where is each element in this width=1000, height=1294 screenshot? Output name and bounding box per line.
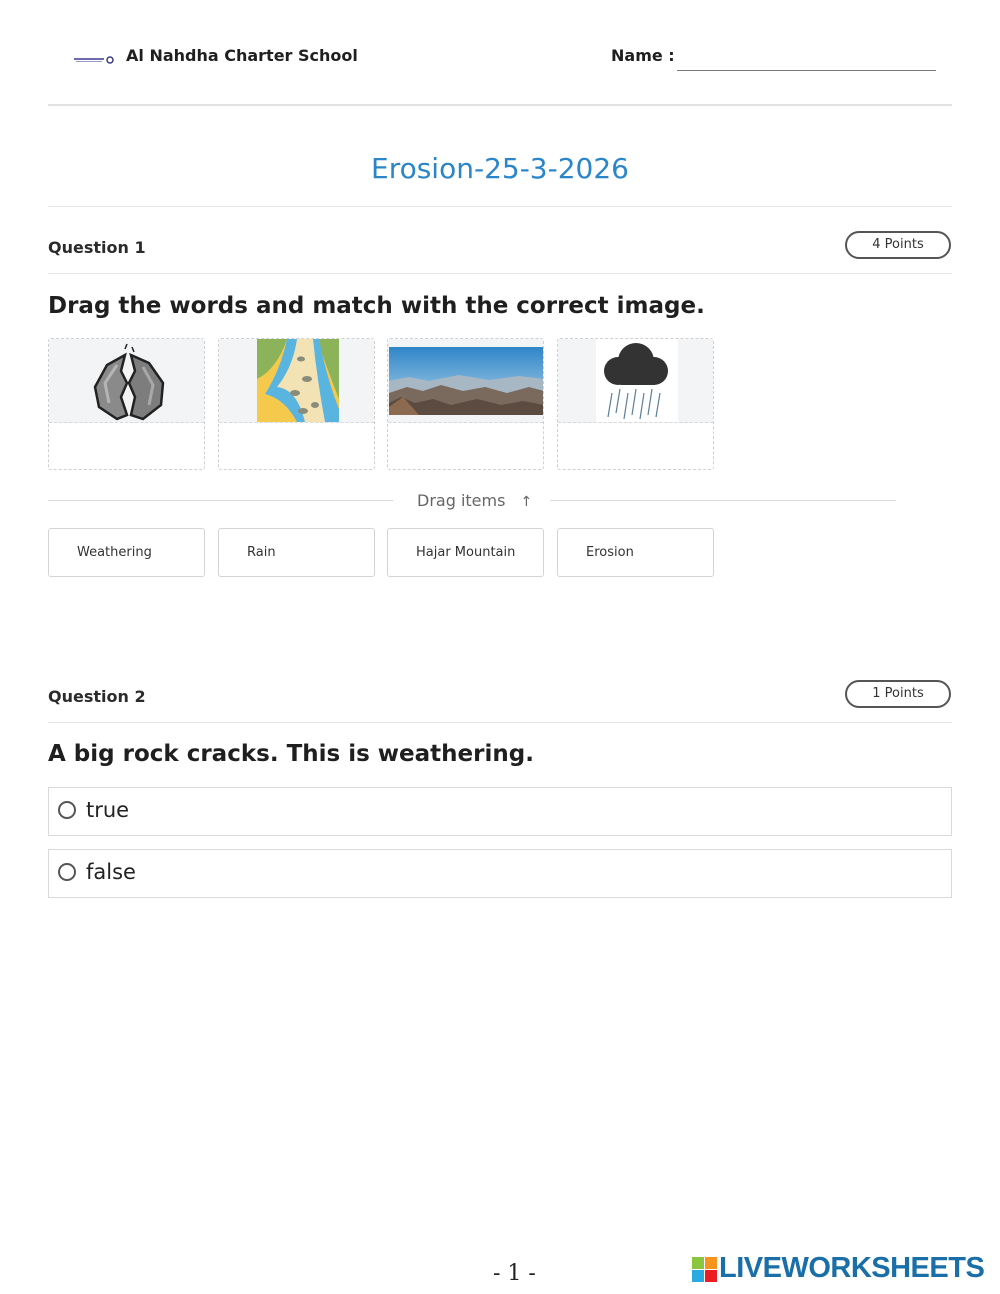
question-2-label: Question 2 bbox=[48, 687, 146, 706]
title-divider bbox=[48, 206, 952, 207]
river-erosion-image bbox=[219, 339, 374, 423]
cracked-rock-icon bbox=[49, 339, 204, 423]
school-name: Al Nahdha Charter School bbox=[126, 46, 358, 65]
school-logo bbox=[74, 51, 114, 63]
name-label: Name : bbox=[611, 46, 675, 65]
drag-item-rain[interactable]: Rain bbox=[218, 528, 375, 577]
option-true[interactable] bbox=[48, 787, 952, 836]
drag-item-erosion[interactable]: Erosion bbox=[557, 528, 714, 577]
option-false-label: false bbox=[86, 860, 136, 884]
question-2-divider bbox=[48, 722, 952, 723]
question-1-label: Question 1 bbox=[48, 238, 146, 257]
drag-items-label: Drag items ↑ bbox=[417, 491, 533, 510]
question-1-points-badge: 4 Points bbox=[845, 231, 951, 259]
drag-item-weathering[interactable]: Weathering bbox=[48, 528, 205, 577]
question-1-prompt: Drag the words and match with the correct image. bbox=[48, 293, 705, 319]
drag-items-divider-right bbox=[550, 500, 896, 501]
drop-zone-1[interactable] bbox=[48, 338, 205, 470]
arrow-up-icon: ↑ bbox=[520, 494, 533, 510]
drag-items-divider-left bbox=[48, 500, 393, 501]
rain-cloud-icon bbox=[558, 339, 713, 423]
mountain-photo bbox=[388, 339, 543, 423]
liveworksheets-logo-icon bbox=[692, 1257, 718, 1283]
question-2-prompt: A big rock cracks. This is weathering. bbox=[48, 741, 534, 767]
option-true-label: true bbox=[86, 798, 130, 822]
drag-item-hajar-mountain[interactable]: Hajar Mountain bbox=[387, 528, 544, 577]
worksheet-title: Erosion-25-3-2026 bbox=[371, 152, 629, 185]
liveworksheets-wordmark: LIVEWORKSHEETS bbox=[719, 1252, 985, 1284]
drop-zone-2[interactable] bbox=[218, 338, 375, 470]
option-false[interactable] bbox=[48, 849, 952, 898]
radio-button-false[interactable] bbox=[58, 863, 76, 881]
drop-zone-3[interactable] bbox=[387, 338, 544, 470]
header-divider bbox=[48, 104, 952, 106]
radio-button-true[interactable] bbox=[58, 801, 76, 819]
page-number: - 1 - bbox=[493, 1261, 536, 1286]
drop-zone-4[interactable] bbox=[557, 338, 714, 470]
name-field[interactable] bbox=[677, 70, 936, 71]
question-1-divider bbox=[48, 273, 952, 274]
question-2-points-badge: 1 Points bbox=[845, 680, 951, 708]
